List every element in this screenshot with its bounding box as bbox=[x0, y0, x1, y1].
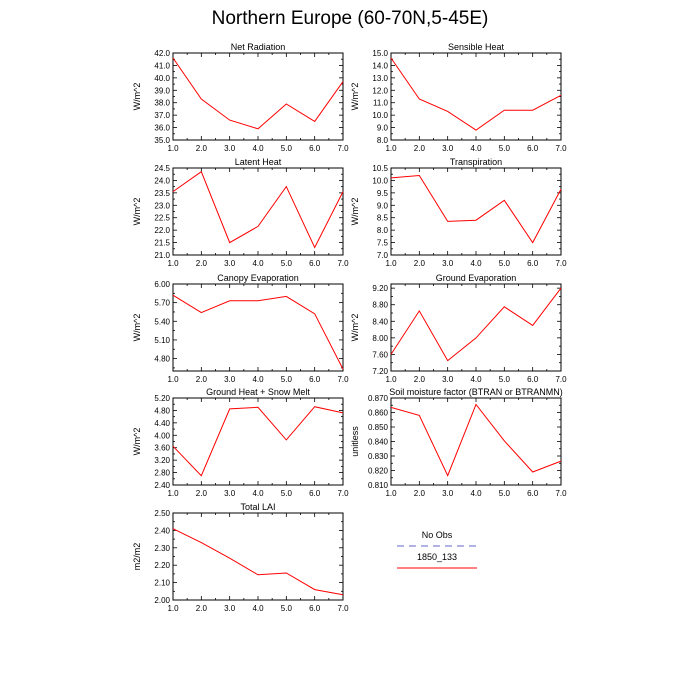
y-tick-label: 0.830 bbox=[367, 452, 388, 461]
x-tick-label: 6.0 bbox=[309, 489, 321, 498]
series-line bbox=[173, 295, 343, 369]
plot-frame bbox=[391, 398, 561, 485]
y-tick-label: 21.0 bbox=[154, 251, 170, 260]
panel-3 bbox=[350, 157, 567, 268]
panel-title: Total LAI bbox=[240, 502, 276, 512]
x-tick-label: 2.0 bbox=[195, 259, 207, 268]
plot-frame bbox=[391, 284, 561, 371]
y-tick-label: 5.10 bbox=[154, 335, 170, 345]
x-tick-label: 5.0 bbox=[280, 489, 292, 498]
x-tick-label: 6.0 bbox=[527, 144, 539, 153]
series-line bbox=[173, 529, 343, 595]
x-tick-label: 4.0 bbox=[252, 259, 264, 268]
panel-0 bbox=[132, 42, 349, 153]
panel-title: Canopy Evaporation bbox=[217, 273, 299, 283]
x-tick-label: 2.0 bbox=[195, 604, 207, 613]
panel-6 bbox=[132, 387, 349, 498]
y-tick-label: 7.0 bbox=[376, 251, 388, 260]
y-tick-label: 11.0 bbox=[373, 98, 388, 108]
y-tick-label: 2.30 bbox=[154, 543, 170, 553]
y-tick-label: 8.40 bbox=[372, 317, 388, 327]
panel-title: Sensible Heat bbox=[447, 42, 505, 52]
y-tick-label: 0.840 bbox=[367, 437, 388, 447]
panel-title: Soil moisture factor (BTRAN or BTRANMN) bbox=[389, 387, 563, 397]
series-line bbox=[391, 405, 561, 476]
y-tick-label: 4.40 bbox=[154, 418, 170, 428]
panel-title: Latent Heat bbox=[234, 157, 282, 167]
x-tick-label: 3.0 bbox=[224, 375, 236, 384]
y-tick-label: 0.870 bbox=[367, 394, 388, 403]
y-tick-label: 9.20 bbox=[372, 284, 388, 294]
y-tick-label: 39.0 bbox=[154, 86, 170, 96]
x-tick-label: 7.0 bbox=[337, 604, 349, 613]
y-tick-label: 2.40 bbox=[154, 526, 170, 536]
plot-frame bbox=[173, 284, 343, 371]
x-tick-label: 4.0 bbox=[252, 604, 264, 613]
panel-1 bbox=[350, 42, 567, 153]
y-tick-label: 5.70 bbox=[154, 298, 170, 308]
legend-label: 1850_133 bbox=[416, 552, 458, 562]
x-tick-label: 6.0 bbox=[309, 259, 321, 268]
y-tick-label: 22.5 bbox=[154, 213, 170, 223]
x-tick-label: 7.0 bbox=[337, 144, 349, 153]
y-axis-label: W/m^2 bbox=[132, 197, 142, 226]
y-tick-label: 0.820 bbox=[367, 466, 388, 476]
panel-7 bbox=[350, 387, 567, 498]
y-tick-label: 7.60 bbox=[372, 350, 388, 360]
x-tick-label: 6.0 bbox=[527, 259, 539, 268]
y-tick-label: 42.0 bbox=[154, 49, 170, 58]
y-tick-label: 7.5 bbox=[376, 238, 388, 248]
plot-frame bbox=[173, 398, 343, 485]
y-tick-label: 23.5 bbox=[154, 188, 170, 198]
y-axis-label: W/m^2 bbox=[132, 82, 142, 111]
plot-frame bbox=[391, 53, 561, 140]
y-tick-label: 8.5 bbox=[376, 213, 388, 223]
y-tick-label: 2.40 bbox=[154, 481, 170, 490]
panel-4 bbox=[132, 273, 349, 384]
x-tick-label: 1.0 bbox=[167, 604, 179, 613]
plot-frame bbox=[391, 168, 561, 255]
y-tick-label: 0.850 bbox=[367, 423, 388, 432]
x-tick-label: 5.0 bbox=[280, 604, 292, 613]
y-tick-label: 13.0 bbox=[372, 73, 388, 83]
x-tick-label: 4.0 bbox=[470, 259, 482, 268]
x-tick-label: 1.0 bbox=[385, 259, 397, 268]
x-tick-label: 6.0 bbox=[527, 375, 539, 384]
x-tick-label: 2.0 bbox=[413, 259, 425, 268]
y-tick-label: 8.80 bbox=[372, 300, 388, 310]
x-tick-label: 5.0 bbox=[280, 144, 292, 153]
y-axis-label: W/m^2 bbox=[132, 313, 142, 342]
y-tick-label: 12.0 bbox=[372, 86, 388, 96]
y-tick-label: 22.0 bbox=[154, 226, 170, 236]
x-tick-label: 7.0 bbox=[555, 144, 567, 153]
x-tick-label: 4.0 bbox=[470, 375, 482, 384]
y-tick-label: 41.0 bbox=[154, 61, 170, 71]
x-tick-label: 7.0 bbox=[555, 489, 567, 498]
legend-label: No Obs bbox=[421, 530, 453, 540]
y-tick-label: 9.0 bbox=[376, 201, 388, 211]
x-tick-label: 1.0 bbox=[385, 144, 397, 153]
x-tick-label: 4.0 bbox=[470, 144, 482, 153]
y-tick-label: 10.5 bbox=[372, 164, 388, 173]
x-tick-label: 2.0 bbox=[413, 144, 425, 153]
y-axis-label: W/m^2 bbox=[350, 313, 360, 342]
x-tick-label: 4.0 bbox=[470, 489, 482, 498]
y-tick-label: 8.00 bbox=[372, 333, 388, 343]
y-tick-label: 10.0 bbox=[372, 176, 388, 186]
x-tick-label: 4.0 bbox=[252, 144, 264, 153]
y-axis-label: m2/m2 bbox=[132, 542, 142, 571]
x-tick-label: 3.0 bbox=[224, 144, 236, 153]
y-axis-label: W/m^2 bbox=[350, 82, 360, 111]
x-tick-label: 1.0 bbox=[167, 489, 179, 498]
y-tick-label: 0.810 bbox=[367, 481, 388, 490]
y-tick-label: 2.10 bbox=[154, 578, 170, 588]
panel-title: Ground Heat + Snow Melt bbox=[206, 387, 310, 397]
x-tick-label: 2.0 bbox=[195, 144, 207, 153]
series-line bbox=[173, 172, 343, 248]
x-tick-label: 1.0 bbox=[167, 259, 179, 268]
x-tick-label: 2.0 bbox=[413, 489, 425, 498]
y-tick-label: 35.0 bbox=[154, 136, 170, 145]
y-tick-label: 10.0 bbox=[372, 111, 388, 121]
series-line bbox=[173, 407, 343, 476]
x-tick-label: 7.0 bbox=[555, 375, 567, 384]
panel-2 bbox=[132, 157, 349, 268]
series-line bbox=[173, 58, 343, 129]
y-tick-label: 2.80 bbox=[154, 468, 170, 478]
x-tick-label: 6.0 bbox=[309, 144, 321, 153]
x-tick-label: 7.0 bbox=[555, 259, 567, 268]
x-tick-label: 1.0 bbox=[385, 375, 397, 384]
panel-8 bbox=[132, 502, 349, 613]
y-axis-label: W/m^2 bbox=[132, 427, 142, 456]
x-tick-label: 5.0 bbox=[498, 259, 510, 268]
y-tick-label: 4.00 bbox=[154, 431, 170, 441]
x-tick-label: 6.0 bbox=[527, 489, 539, 498]
y-tick-label: 9.5 bbox=[376, 188, 388, 198]
y-tick-label: 14.0 bbox=[372, 61, 388, 71]
x-tick-label: 5.0 bbox=[498, 144, 510, 153]
x-tick-label: 3.0 bbox=[224, 604, 236, 613]
x-tick-label: 2.0 bbox=[413, 375, 425, 384]
y-tick-label: 6.00 bbox=[154, 280, 170, 289]
y-tick-label: 21.5 bbox=[154, 238, 170, 248]
x-tick-label: 5.0 bbox=[280, 259, 292, 268]
series-line bbox=[391, 58, 561, 130]
x-tick-label: 3.0 bbox=[442, 144, 454, 153]
plot-frame bbox=[173, 53, 343, 140]
x-tick-label: 6.0 bbox=[309, 375, 321, 384]
panel-title: Ground Evaporation bbox=[435, 273, 517, 283]
panel-5 bbox=[350, 273, 567, 384]
y-tick-label: 8.0 bbox=[376, 136, 388, 145]
plot-frame bbox=[173, 513, 343, 600]
y-tick-label: 24.0 bbox=[154, 176, 170, 186]
y-tick-label: 3.60 bbox=[154, 443, 170, 453]
x-tick-label: 5.0 bbox=[498, 489, 510, 498]
series-line bbox=[391, 176, 561, 243]
x-tick-label: 7.0 bbox=[337, 489, 349, 498]
y-tick-label: 40.0 bbox=[154, 73, 170, 83]
y-tick-label: 24.5 bbox=[154, 164, 170, 173]
y-tick-label: 3.20 bbox=[154, 456, 170, 466]
panel-title: Net Radiation bbox=[230, 42, 286, 52]
page-title: Northern Europe (60-70N,5-45E) bbox=[211, 8, 489, 29]
x-tick-label: 6.0 bbox=[309, 604, 321, 613]
x-tick-label: 1.0 bbox=[167, 144, 179, 153]
x-tick-label: 4.0 bbox=[252, 375, 264, 384]
legend bbox=[397, 530, 477, 568]
y-tick-label: 8.0 bbox=[376, 226, 388, 236]
y-tick-label: 36.0 bbox=[154, 123, 170, 133]
x-tick-label: 2.0 bbox=[195, 489, 207, 498]
y-tick-label: 23.0 bbox=[154, 201, 170, 211]
series-line bbox=[391, 288, 561, 361]
x-tick-label: 2.0 bbox=[195, 375, 207, 384]
y-tick-label: 5.20 bbox=[154, 394, 170, 403]
y-axis-label: W/m^2 bbox=[350, 197, 360, 226]
y-tick-label: 15.0 bbox=[372, 49, 388, 58]
y-tick-label: 2.20 bbox=[154, 561, 170, 571]
x-tick-label: 7.0 bbox=[337, 375, 349, 384]
y-tick-label: 37.0 bbox=[154, 111, 170, 121]
x-tick-label: 1.0 bbox=[167, 375, 179, 384]
y-tick-label: 0.860 bbox=[367, 408, 388, 418]
x-tick-label: 1.0 bbox=[385, 489, 397, 498]
y-tick-label: 38.0 bbox=[154, 98, 170, 108]
x-tick-label: 3.0 bbox=[224, 489, 236, 498]
y-tick-label: 7.20 bbox=[372, 367, 388, 376]
y-tick-label: 9.0 bbox=[376, 123, 388, 133]
y-tick-label: 2.00 bbox=[154, 596, 170, 605]
x-tick-label: 3.0 bbox=[442, 259, 454, 268]
y-tick-label: 2.50 bbox=[154, 509, 170, 518]
y-tick-label: 4.80 bbox=[154, 406, 170, 416]
x-tick-label: 3.0 bbox=[442, 375, 454, 384]
x-tick-label: 5.0 bbox=[498, 375, 510, 384]
x-tick-label: 7.0 bbox=[337, 259, 349, 268]
x-tick-label: 3.0 bbox=[224, 259, 236, 268]
x-tick-label: 4.0 bbox=[252, 489, 264, 498]
y-tick-label: 5.40 bbox=[154, 317, 170, 327]
x-tick-label: 5.0 bbox=[280, 375, 292, 384]
y-axis-label: unitless bbox=[350, 426, 360, 457]
x-tick-label: 3.0 bbox=[442, 489, 454, 498]
panel-title: Transpiration bbox=[449, 157, 503, 167]
y-tick-label: 4.80 bbox=[154, 354, 170, 364]
